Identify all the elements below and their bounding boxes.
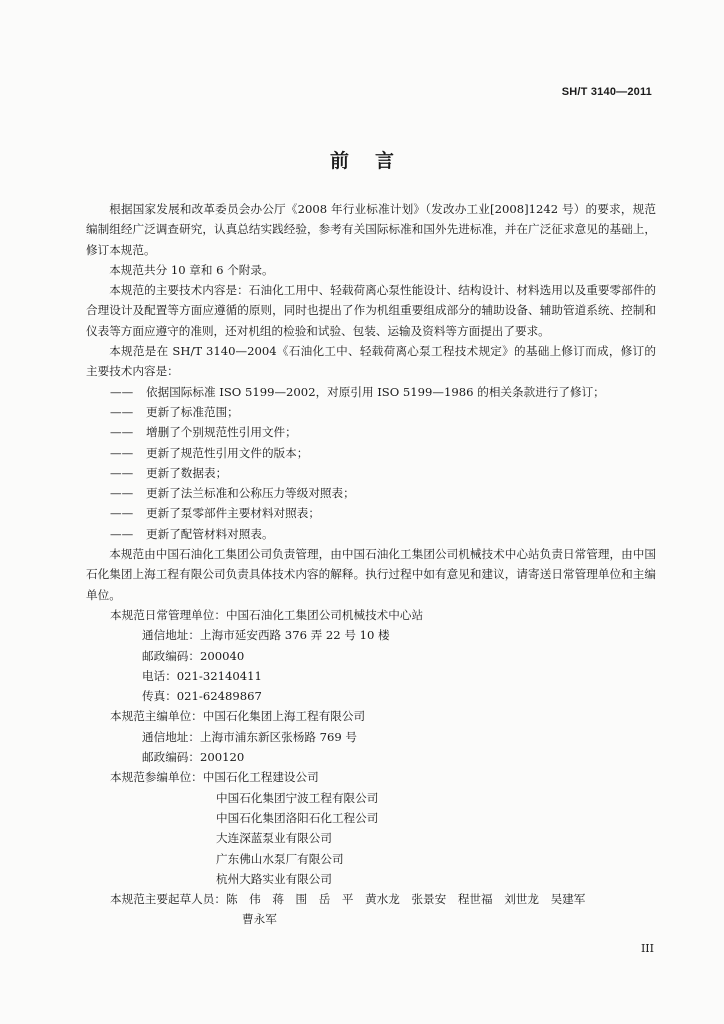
daily-management-unit <box>86 605 656 706</box>
dash-marker: —— <box>110 465 134 480</box>
chief-editor-unit <box>86 706 656 767</box>
revision-item <box>86 503 656 523</box>
standard-code: SH/T 3140—2011 <box>561 86 652 98</box>
dash-marker: —— <box>110 445 134 460</box>
chief-unit-label: 本规范主编单位： <box>110 709 203 724</box>
chief-unit-row <box>86 706 656 726</box>
daily-unit-postcode: 邮政编码：200040 <box>142 648 245 663</box>
daily-unit-row <box>86 605 656 625</box>
participating-org: 中国石化集团宁波工程有限公司 <box>216 790 379 805</box>
dash-marker: —— <box>110 526 134 541</box>
drafters-block <box>86 889 656 930</box>
daily-unit-name: 中国石油化工集团公司机械技术中心站 <box>225 607 424 622</box>
revision-text: 更新了配管材料对照表。 <box>146 526 274 541</box>
paragraph-revision-intro: 本规范是在 SH/T 3140—2004《石油化工中、轻载荷离心泵工程技术规定》的基础上修订而成，修订的主要技术内容是： <box>86 344 656 379</box>
participating-org-list <box>86 788 656 889</box>
revision-item <box>86 524 656 544</box>
revision-item <box>86 422 656 442</box>
dash-marker: —— <box>110 384 134 399</box>
participating-org: 中国石化工程建设公司 <box>202 770 319 785</box>
revision-text: 更新了法兰标准和公称压力等级对照表； <box>146 486 355 501</box>
foreword-body <box>86 199 656 930</box>
participating-units <box>86 767 656 889</box>
revision-list <box>86 382 656 544</box>
drafters-label: 本规范主要起草人员： <box>110 892 226 907</box>
participating-org: 杭州大路实业有限公司 <box>216 871 332 886</box>
chief-unit-postcode: 邮政编码：200120 <box>142 750 245 765</box>
revision-text: 更新了标准范围； <box>146 404 239 419</box>
participating-org: 中国石化集团洛阳石化工程公司 <box>216 810 379 825</box>
revision-text: 更新了数据表； <box>146 465 228 480</box>
paragraph-background: 根据国家发展和改革委员会办公厅《2008 年行业标准计划》（发改办工业[2008]1242 号）的要求，规范编制组经广泛调查研究，认真总结实践经验，参考有关国际标准和国外先进标准，并在广泛征求意见的基础上，修订本规范。 <box>86 202 656 257</box>
daily-unit-fax: 传真：021-62489867 <box>142 689 262 704</box>
drafters-row <box>86 889 656 909</box>
revision-text: 更新了规范性引用文件的版本； <box>146 445 309 460</box>
paragraph-structure: 本规范共分 10 章和 6 个附录。 <box>109 262 274 277</box>
revision-text: 依据国际标准 ISO 5199—2002，对原引用 ISO 5199—1986 的相关条款进行了修订； <box>146 384 605 399</box>
revision-item <box>86 382 656 402</box>
dash-marker: —— <box>110 506 134 521</box>
chief-unit-name: 中国石化集团上海工程有限公司 <box>202 709 366 724</box>
revision-item <box>86 483 656 503</box>
revision-text: 更新了泵零部件主要材料对照表； <box>146 506 320 521</box>
daily-unit-address: 通信地址：上海市延安西路 376 弄 22 号 10 楼 <box>142 628 390 643</box>
page-title: 前言 <box>329 150 420 172</box>
revision-item <box>86 443 656 463</box>
drafter-names: 陈 伟 蒋 围 岳 平 黄水龙 张景安 程世福 刘世龙 吴建军 <box>225 892 586 907</box>
daily-unit-phone: 电话：021-32140411 <box>142 668 262 683</box>
participating-row <box>86 767 656 787</box>
paragraph-management: 本规范由中国石油化工集团公司负责管理，由中国石油化工集团公司机械技术中心站负责日常管理，由中国石化集团上海工程有限公司负责具体技术内容的解释。执行过程中如有意见和建议，请寄送日常管理单位和主编单位。 <box>86 547 656 602</box>
drafter-names-continued: 曹永军 <box>242 912 277 927</box>
revision-text: 增删了个别规范性引用文件； <box>146 425 297 440</box>
participating-org: 广东佛山水泵厂有限公司 <box>216 851 344 866</box>
page-number: III <box>640 942 654 955</box>
dash-marker: —— <box>110 404 134 419</box>
dash-marker: —— <box>110 486 134 501</box>
chief-unit-address: 通信地址：上海市浦东新区张杨路 769 号 <box>142 729 358 744</box>
paragraph-main-content: 本规范的主要技术内容是：石油化工用中、轻载荷离心泵性能设计、结构设计、材料选用以及重要零部件的合理设计及配置等方面应遵循的原则，同时也提出了作为机组重要组成部分的辅助设备、辅助管道系统、控制和仪表等方面应遵守的准则，还对机组的检验和试验、包装、运输及资料等方面提出了要求。 <box>86 283 656 338</box>
daily-unit-label: 本规范日常管理单位： <box>110 607 226 622</box>
participating-org: 大连深蓝泵业有限公司 <box>216 831 332 846</box>
revision-item <box>86 402 656 422</box>
revision-item <box>86 463 656 483</box>
dash-marker: —— <box>110 425 134 440</box>
participating-label: 本规范参编单位： <box>110 770 203 785</box>
